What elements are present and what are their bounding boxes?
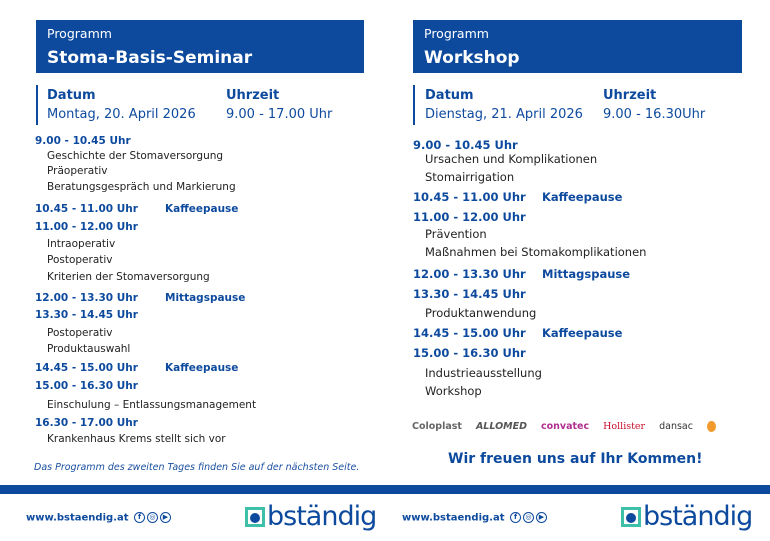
left-time: 9.00 - 17.00 Uhr bbox=[226, 107, 333, 122]
sponsor-allomed: ALLOMED bbox=[475, 421, 527, 432]
schedule-item: Präoperativ bbox=[47, 165, 108, 177]
left-date: Montag, 20. April 2026 bbox=[47, 107, 196, 122]
schedule-break: Kaffeepause bbox=[165, 203, 239, 215]
schedule-time: 14.45 - 15.00 Uhr bbox=[35, 362, 138, 374]
facebook-icon[interactable]: f bbox=[510, 512, 521, 523]
sponsor-logos bbox=[412, 421, 716, 432]
schedule-item: Prävention bbox=[425, 227, 487, 241]
schedule-time: 11.00 - 12.00 Uhr bbox=[35, 221, 138, 233]
schedule-break: Kaffeepause bbox=[542, 190, 623, 204]
youtube-icon[interactable]: ▶ bbox=[536, 512, 547, 523]
left-footer-links bbox=[26, 512, 171, 524]
schedule-time: 10.45 - 11.00 Uhr bbox=[413, 190, 526, 204]
dansac-dot-icon bbox=[707, 421, 716, 432]
schedule-item: Intraoperativ bbox=[47, 238, 116, 250]
schedule-item: Ursachen und Komplikationen bbox=[425, 152, 598, 166]
schedule-time: 9.00 - 10.45 Uhr bbox=[35, 135, 131, 147]
schedule-break: Kaffeepause bbox=[542, 326, 623, 340]
schedule-item: Kriterien der Stomaversorgung bbox=[47, 271, 210, 283]
left-header-subtitle: Programm bbox=[47, 26, 112, 41]
sponsor-convatec: convatec bbox=[540, 421, 590, 432]
schedule-time: 12.00 - 13.30 Uhr bbox=[35, 292, 138, 304]
sponsor-coloplast: Coloplast bbox=[412, 421, 462, 432]
schedule-item: Beratungsgespräch und Markierung bbox=[47, 181, 236, 193]
right-date: Dienstag, 21. April 2026 bbox=[425, 107, 583, 122]
website-link[interactable]: www.bstaendig.at bbox=[26, 512, 129, 524]
facebook-icon[interactable]: f bbox=[134, 512, 145, 523]
schedule-time: 15.00 - 16.30 Uhr bbox=[413, 346, 526, 360]
schedule-item: Krankenhaus Krems stellt sich vor bbox=[47, 433, 226, 445]
closing-message: Wir freuen uns auf Ihr Kommen! bbox=[448, 451, 703, 467]
left-time-label: Uhrzeit bbox=[226, 88, 280, 103]
sponsor-dansac: dansac bbox=[659, 421, 693, 432]
next-page-note: Das Programm des zweiten Tages finden Sie auf der nächsten Seite. bbox=[34, 462, 360, 473]
schedule-time: 10.45 - 11.00 Uhr bbox=[35, 203, 138, 215]
instagram-icon[interactable]: ◎ bbox=[147, 512, 158, 523]
schedule-break: Mittagspause bbox=[165, 292, 246, 304]
schedule-item: Produktauswahl bbox=[47, 343, 131, 355]
schedule-time: 13.30 - 14.45 Uhr bbox=[35, 309, 138, 321]
schedule-time: 15.00 - 16.30 Uhr bbox=[35, 380, 138, 392]
right-time: 9.00 - 16.30Uhr bbox=[603, 107, 706, 122]
schedule-item: Postoperativ bbox=[47, 254, 113, 266]
left-divider bbox=[36, 85, 38, 125]
left-date-label: Datum bbox=[47, 88, 96, 103]
schedule-time: 14.45 - 15.00 Uhr bbox=[413, 326, 526, 340]
schedule-item: Stomairrigation bbox=[425, 170, 515, 184]
schedule-time: 9.00 - 10.45 Uhr bbox=[413, 138, 518, 152]
left-header bbox=[36, 20, 364, 73]
right-logo: bständig bbox=[621, 503, 752, 531]
right-header bbox=[413, 20, 742, 73]
schedule-item: Maßnahmen bei Stomakomplikationen bbox=[425, 245, 647, 259]
left-header-title: Stoma-Basis-Seminar bbox=[47, 48, 253, 68]
schedule-time: 16.30 - 17.00 Uhr bbox=[35, 417, 138, 429]
sponsor-hollister: Hollister bbox=[603, 421, 646, 432]
logo-mark-icon bbox=[621, 507, 641, 527]
schedule-time: 13.30 - 14.45 Uhr bbox=[413, 287, 526, 301]
schedule-item: Produktanwendung bbox=[425, 306, 537, 320]
left-logo: bständig bbox=[245, 503, 376, 531]
footer-bar bbox=[0, 485, 770, 494]
right-time-label: Uhrzeit bbox=[603, 88, 657, 103]
website-link[interactable]: www.bstaendig.at bbox=[402, 512, 505, 524]
schedule-item: Workshop bbox=[425, 384, 482, 398]
schedule-break: Mittagspause bbox=[542, 267, 631, 281]
schedule-time: 12.00 - 13.30 Uhr bbox=[413, 267, 526, 281]
youtube-icon[interactable]: ▶ bbox=[160, 512, 171, 523]
schedule-item: Einschulung – Entlassungsmanagement bbox=[47, 399, 257, 411]
schedule-item: Postoperativ bbox=[47, 327, 113, 339]
schedule-item: Industrieausstellung bbox=[425, 366, 542, 380]
logo-mark-icon bbox=[245, 507, 265, 527]
schedule-break: Kaffeepause bbox=[165, 362, 239, 374]
schedule-item: Geschichte der Stomaversorgung bbox=[47, 150, 224, 162]
right-footer-links bbox=[402, 512, 547, 524]
right-header-subtitle: Programm bbox=[424, 26, 489, 41]
right-header-title: Workshop bbox=[424, 48, 520, 68]
right-divider bbox=[413, 85, 415, 125]
schedule-time: 11.00 - 12.00 Uhr bbox=[413, 210, 526, 224]
right-date-label: Datum bbox=[425, 88, 474, 103]
instagram-icon[interactable]: ◎ bbox=[523, 512, 534, 523]
